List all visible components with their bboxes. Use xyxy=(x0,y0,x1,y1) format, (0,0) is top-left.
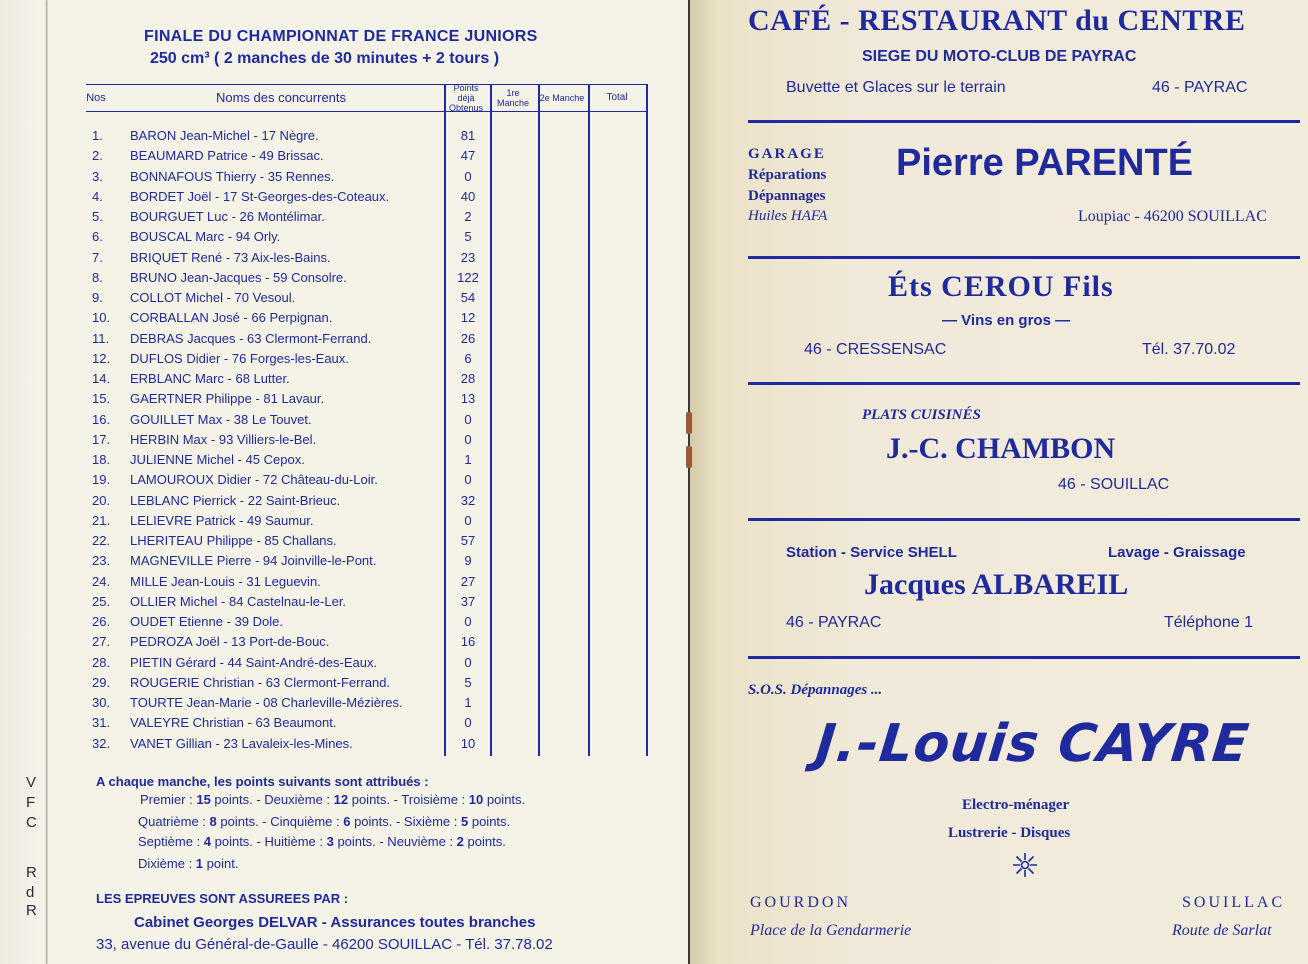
competitor-name: VALEYRE Christian - 63 Beaumont. xyxy=(130,715,337,731)
separator xyxy=(748,656,1300,659)
separator xyxy=(748,120,1300,123)
table-row xyxy=(92,493,652,513)
competitor-name: OLLIER Michel - 84 Castelnau-le-Ler. xyxy=(130,593,347,609)
row-number: 20. xyxy=(92,492,111,508)
table-row xyxy=(92,250,652,270)
row-number: 25. xyxy=(92,593,111,609)
table-row xyxy=(92,290,652,310)
table-row xyxy=(92,189,652,209)
points-obtained: 13 xyxy=(460,391,476,407)
insurance-title: LES EPREUVES SONT ASSUREES PAR : xyxy=(96,891,349,906)
insurance-address: 33, avenue du Général-de-Gaulle - 46200 SOUILLAC - Tél. 37.78.02 xyxy=(96,936,553,953)
points-obtained: 0 xyxy=(464,512,472,528)
table-row xyxy=(92,695,652,715)
table-row xyxy=(92,533,652,553)
cafe-title: CAFÉ - RESTAURANT du CENTRE xyxy=(748,4,1246,37)
row-number: 10. xyxy=(92,310,111,326)
points-text: points. - Deuxième : xyxy=(210,792,334,807)
points-obtained: 6 xyxy=(464,350,472,366)
gourdon-city: GOURDON xyxy=(750,894,851,911)
points-value: 6 xyxy=(343,814,351,829)
competitor-name: MAGNEVILLE Pierre - 94 Joinville-le-Pont. xyxy=(130,553,377,569)
points-text: points. - Huitième : xyxy=(211,834,327,849)
competitor-name: CORBALLAN José - 66 Perpignan. xyxy=(130,310,333,326)
table-row xyxy=(92,432,652,452)
underlying-text: d xyxy=(26,884,35,901)
points-obtained: 40 xyxy=(460,188,476,204)
points-obtained: 26 xyxy=(460,330,476,346)
row-number: 28. xyxy=(92,654,111,670)
points-obtained: 5 xyxy=(464,674,472,690)
souillac-city: SOUILLAC xyxy=(1182,894,1286,911)
underlying-text: R xyxy=(26,902,37,919)
table-row xyxy=(92,736,652,756)
competitor-name: BOUSCAL Marc - 94 Orly. xyxy=(130,229,281,245)
table-row xyxy=(92,513,652,533)
garage-city: Loupiac - 46200 SOUILLAC xyxy=(1078,208,1267,225)
rules-title: A chaque manche, les points suivants sont attribués : xyxy=(96,774,429,789)
row-number: 21. xyxy=(92,512,111,528)
row-number: 27. xyxy=(92,634,111,650)
row-number: 4. xyxy=(92,188,103,204)
sun-ornament-icon xyxy=(1012,852,1038,878)
table-row xyxy=(92,169,652,189)
separator xyxy=(748,382,1300,385)
row-number: 26. xyxy=(92,614,111,629)
table-row xyxy=(92,351,652,371)
points-text: Premier : xyxy=(140,792,197,807)
table-row xyxy=(92,553,652,573)
separator xyxy=(748,256,1300,259)
table-row xyxy=(92,472,652,492)
row-number: 15. xyxy=(92,391,111,407)
points-obtained: 0 xyxy=(464,654,472,670)
table-row xyxy=(92,715,652,735)
points-obtained: 57 xyxy=(460,533,476,548)
table-row xyxy=(92,634,652,654)
shell-name: Jacques ALBAREIL xyxy=(864,568,1129,601)
points-obtained: 0 xyxy=(464,614,472,629)
table-row xyxy=(92,331,652,351)
row-number: 7. xyxy=(92,249,103,265)
row-number: 17. xyxy=(92,431,111,447)
competitor-name: BOURGUET Luc - 26 Montélimar. xyxy=(130,209,325,224)
competitor-name: VANET Gillian - 23 Lavaleix-les-Mines. xyxy=(130,735,353,751)
competitor-name: LELIEVRE Patrick - 49 Saumur. xyxy=(130,512,314,528)
header-points: Points déjà Obtenus xyxy=(448,83,484,113)
header-total: Total xyxy=(606,92,628,103)
table-row xyxy=(92,412,652,432)
cerou-city: 46 - CRESSENSAC xyxy=(804,341,947,358)
row-number: 19. xyxy=(92,472,111,488)
row-number: 9. xyxy=(92,290,103,305)
competitor-name: OUDET Etienne - 39 Dole. xyxy=(130,614,283,629)
row-number: 1. xyxy=(92,128,103,143)
table-row xyxy=(92,574,652,594)
underlying-text: C xyxy=(26,814,37,831)
table-header xyxy=(86,84,646,112)
table-row xyxy=(92,655,652,675)
points-rule-line xyxy=(138,834,506,849)
row-number: 16. xyxy=(92,411,111,427)
points-value: 10 xyxy=(468,792,484,807)
competitor-name: LEBLANC Pierrick - 22 Saint-Brieuc. xyxy=(130,492,341,508)
points-obtained: 0 xyxy=(464,715,472,731)
chambon-subtitle: PLATS CUISINÉS xyxy=(862,407,981,423)
competitor-name: COLLOT Michel - 70 Vesoul. xyxy=(130,290,296,305)
row-number: 32. xyxy=(92,735,111,751)
competitor-name: BRIQUET René - 73 Aix-les-Bains. xyxy=(130,249,331,265)
competitor-name: BEAUMARD Patrice - 49 Brissac. xyxy=(130,148,324,164)
competitor-name: HERBIN Max - 93 Villiers-le-Bel. xyxy=(130,431,317,447)
points-obtained: 122 xyxy=(457,269,479,285)
right-page xyxy=(690,0,1308,964)
points-obtained: 28 xyxy=(460,371,476,386)
row-number: 30. xyxy=(92,695,111,710)
header-num: Nos xyxy=(86,92,106,104)
competitor-name: PEDROZA Joël - 13 Port-de-Bouc. xyxy=(130,634,330,650)
competitor-name: DEBRAS Jacques - 63 Clermont-Ferrand. xyxy=(130,330,372,346)
row-number: 2. xyxy=(92,148,103,164)
points-text: points. - Sixième : xyxy=(350,814,461,829)
row-number: 31. xyxy=(92,715,111,731)
table-row xyxy=(92,675,652,695)
garage-name: Pierre PARENTÉ xyxy=(896,142,1194,184)
points-obtained: 9 xyxy=(464,553,472,569)
points-obtained: 16 xyxy=(460,634,476,650)
table-row xyxy=(92,594,652,614)
underlying-sheet xyxy=(0,0,47,964)
chambon-name: J.-C. CHAMBON xyxy=(886,432,1116,465)
points-text: points. - Neuvième : xyxy=(333,834,457,849)
points-value: 5 xyxy=(461,814,469,829)
points-obtained: 23 xyxy=(460,249,476,265)
sos-label: S.O.S. Dépannages ... xyxy=(748,682,883,698)
points-text: points. - Troisième : xyxy=(348,792,469,807)
cerou-subtitle: — Vins en gros — xyxy=(942,312,1071,329)
cerou-name: Éts CEROU Fils xyxy=(888,270,1114,303)
points-obtained: 54 xyxy=(460,290,476,305)
points-text: Dixième : xyxy=(138,856,196,871)
points-obtained: 12 xyxy=(460,310,476,326)
competitor-name: LAMOUROUX Didier - 72 Château-du-Loir. xyxy=(130,472,378,488)
insurance-name: Cabinet Georges DELVAR - Assurances toutes branches xyxy=(134,914,536,931)
garage-service: Dépannages xyxy=(748,188,826,204)
header-manche-1: 1re Manche xyxy=(496,88,530,108)
underlying-text: R xyxy=(26,864,37,881)
points-obtained: 10 xyxy=(460,735,476,751)
points-text: points. xyxy=(463,834,506,849)
cafe-line: Buvette et Glaces sur le terrain xyxy=(786,79,1006,96)
championship-title: FINALE DU CHAMPIONNAT DE FRANCE JUNIORS xyxy=(144,28,538,45)
cafe-subtitle: SIEGE DU MOTO-CLUB DE PAYRAC xyxy=(862,48,1137,65)
points-text: points. - Cinquième : xyxy=(216,814,344,829)
points-value: 4 xyxy=(203,834,211,849)
competitor-name: MILLE Jean-Louis - 31 Leguevin. xyxy=(130,573,321,589)
row-number: 14. xyxy=(92,371,111,386)
table-row xyxy=(92,614,652,634)
cerou-phone: Tél. 37.70.02 xyxy=(1142,341,1236,358)
table-row xyxy=(92,310,652,330)
row-number: 22. xyxy=(92,533,111,548)
competitor-name: BRUNO Jean-Jacques - 59 Consolre. xyxy=(130,269,347,285)
competitor-name: JULIENNE Michel - 45 Cepox. xyxy=(130,452,305,467)
competitor-name: BONNAFOUS Thierry - 35 Rennes. xyxy=(130,168,335,184)
points-obtained: 5 xyxy=(464,229,472,245)
row-number: 6. xyxy=(92,229,103,245)
row-number: 29. xyxy=(92,674,111,690)
competitor-name: GAERTNER Philippe - 81 Lavaur. xyxy=(130,391,325,407)
points-obtained: 37 xyxy=(460,593,476,609)
competitor-name: LHERITEAU Philippe - 85 Challans. xyxy=(130,533,337,548)
row-number: 11. xyxy=(92,330,110,346)
championship-subtitle: 250 cm³ ( 2 manches de 30 minutes + 2 tours ) xyxy=(150,50,500,67)
points-rule-line xyxy=(140,792,525,807)
points-text: Quatrième : xyxy=(138,814,210,829)
shell-city: 46 - PAYRAC xyxy=(786,614,882,631)
underlying-text: V xyxy=(26,774,37,791)
competitor-name: BARON Jean-Michel - 17 Nègre. xyxy=(130,128,319,143)
underlying-text: F xyxy=(26,794,36,811)
row-number: 12. xyxy=(92,350,111,366)
points-obtained: 27 xyxy=(460,573,476,589)
row-number: 5. xyxy=(92,209,103,224)
competitor-name: DUFLOS Didier - 76 Forges-les-Eaux. xyxy=(130,350,349,366)
points-obtained: 47 xyxy=(460,148,476,164)
shell-station: Station - Service SHELL xyxy=(786,544,957,561)
cayre-name: J.-Louis CAYRE xyxy=(812,714,1253,774)
shell-phone: Téléphone 1 xyxy=(1164,614,1253,631)
garage-label: GARAGE xyxy=(748,146,826,162)
header-names: Noms des concurrents xyxy=(215,90,347,105)
points-obtained: 1 xyxy=(464,695,472,710)
points-value: 8 xyxy=(209,814,217,829)
garage-service: Réparations xyxy=(748,167,827,183)
points-text: points. xyxy=(483,792,526,807)
points-obtained: 0 xyxy=(464,472,472,488)
competitor-name: PIETIN Gérard - 44 Saint-André-des-Eaux. xyxy=(130,654,378,670)
points-obtained: 0 xyxy=(464,168,472,184)
table-row xyxy=(92,128,652,148)
header-manche-2: 2e Manche xyxy=(539,93,585,103)
competitor-name: BORDET Joël - 17 St-Georges-des-Coteaux. xyxy=(130,188,390,204)
staple xyxy=(686,446,692,468)
staple xyxy=(686,412,692,434)
garage-service: Huiles HAFA xyxy=(748,208,828,224)
row-number: 23. xyxy=(92,553,111,569)
cafe-city: 46 - PAYRAC xyxy=(1152,79,1248,96)
points-obtained: 2 xyxy=(464,209,472,224)
points-obtained: 32 xyxy=(460,492,476,508)
competitor-name: GOUILLET Max - 38 Le Touvet. xyxy=(130,411,312,427)
shell-services: Lavage - Graissage xyxy=(1108,544,1246,561)
points-rule-line xyxy=(138,814,510,829)
points-value: 3 xyxy=(326,834,334,849)
points-text: Septième : xyxy=(138,834,204,849)
table-row xyxy=(92,371,652,391)
points-obtained: 0 xyxy=(464,411,472,427)
points-obtained: 0 xyxy=(464,431,472,447)
cayre-line1: Electro-ménager xyxy=(962,797,1070,813)
chambon-city: 46 - SOUILLAC xyxy=(1058,476,1170,493)
table-row xyxy=(92,209,652,229)
points-value: 2 xyxy=(456,834,464,849)
points-rule-line xyxy=(138,856,238,871)
table-row xyxy=(92,148,652,168)
row-number: 24. xyxy=(92,573,111,589)
cayre-line2: Lustrerie - Disques xyxy=(948,825,1071,841)
competitor-name: TOURTE Jean-Marie - 08 Charleville-Mézières. xyxy=(130,695,403,710)
separator xyxy=(748,518,1300,521)
points-text: points. xyxy=(468,814,511,829)
table-row xyxy=(92,270,652,290)
competitor-name: ROUGERIE Christian - 63 Clermont-Ferrand. xyxy=(130,674,391,690)
points-value: 12 xyxy=(333,792,349,807)
results-sheet xyxy=(48,0,688,964)
table-row xyxy=(92,452,652,472)
points-value: 1 xyxy=(195,856,204,871)
table-row xyxy=(92,229,652,249)
row-number: 18. xyxy=(92,452,111,467)
gourdon-address: Place de la Gendarmerie xyxy=(750,922,912,939)
points-obtained: 81 xyxy=(460,128,476,143)
points-value: 15 xyxy=(196,792,211,807)
souillac-address: Route de Sarlat xyxy=(1172,922,1272,939)
row-number: 3. xyxy=(92,168,103,184)
competitor-name: ERBLANC Marc - 68 Lutter. xyxy=(130,371,290,386)
points-text: point. xyxy=(203,856,239,871)
table-row xyxy=(92,391,652,411)
row-number: 8. xyxy=(92,269,103,285)
points-obtained: 1 xyxy=(464,452,472,467)
